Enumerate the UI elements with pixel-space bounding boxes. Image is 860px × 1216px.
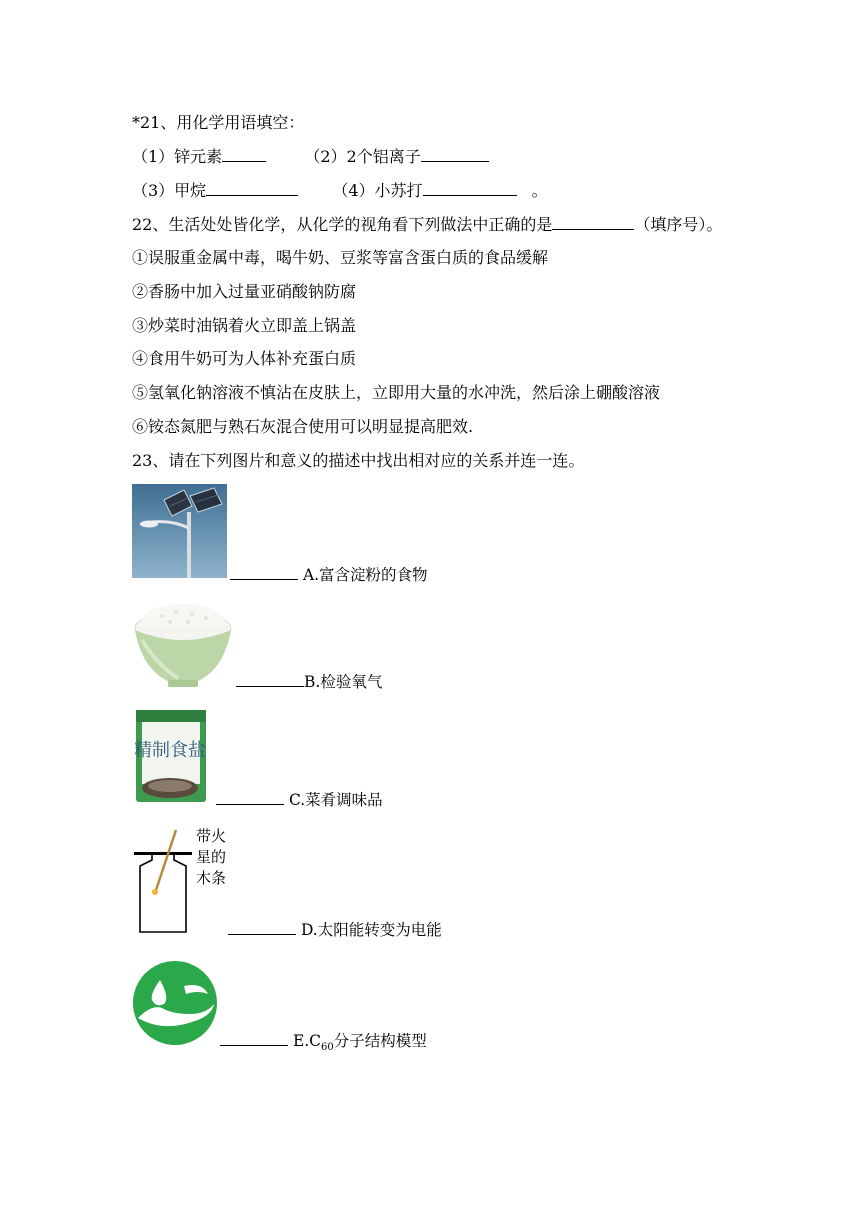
answer-blank[interactable] [216,790,284,805]
q21-part2: （2）2个铝离子 [304,147,421,166]
q22-item: ⑤氢氧化钠溶液不慎沾在皮肤上，立即用大量的水冲洗，然后涂上硼酸溶液 [132,383,661,402]
stick-label-line: 星的 [196,848,227,866]
q21-part1: （1）锌元素 [132,147,223,166]
option-b [236,671,382,693]
option-a [230,564,428,586]
answer-blank[interactable] [222,147,266,162]
answer-blank[interactable] [228,920,296,935]
q22-item: ②香肠中加入过量亚硝酸钠防腐 [132,282,357,301]
q21-part4: （4）小苏打 [332,181,423,200]
q22-suffix: （填序号）。 [634,215,723,234]
answer-blank[interactable] [236,672,304,687]
q22-item: ③炒菜时油锅着火立即盖上锅盖 [132,316,357,335]
solar-streetlight-image [132,484,227,578]
option-e-tail: 分子结构模型 [333,1032,427,1050]
q22-item: ④食用牛奶可为人体补充蛋白质 [132,349,357,368]
green-circle-logo-image [132,960,218,1046]
option-a-text: A.富含淀粉的食物 [302,566,428,584]
q21-row2 [132,180,548,202]
q21-row1 [132,146,489,168]
answer-blank[interactable] [206,181,298,196]
answer-blank[interactable] [423,181,517,196]
rice-bowl-image [132,600,234,690]
stick-label [196,826,226,889]
stick-label-line: 带火 [196,827,227,845]
answer-blank[interactable] [421,147,489,162]
q23-title: 23、请在下列图片和意义的描述中找出相对应的关系并连一连。 [132,451,585,470]
answer-blank[interactable] [230,565,298,580]
option-e-text: E.C [292,1032,322,1050]
q21-title: *21、用化学用语填空： [132,113,305,132]
option-e-subscript: 60 [321,1042,334,1054]
q22-title: 22、生活处处皆化学，从化学的视角看下列做法中正确的是 [132,215,553,234]
option-b-text: B.检验氧气 [304,673,383,691]
q22-item: ①误服重金属中毒，喝牛奶、豆浆等富含蛋白质的食品缓解 [132,248,549,267]
q22-title-row [132,214,722,236]
option-e [220,1030,427,1059]
option-d-text: D.太阳能转变为电能 [300,921,442,939]
salt-bag-text: 精制食盐 [134,740,206,761]
option-d [228,919,442,941]
option-c-text: C.菜肴调味品 [288,791,383,809]
stick-label-line: 木条 [196,869,227,887]
answer-blank[interactable] [552,215,634,230]
option-c [216,789,383,811]
q22-item: ⑥铵态氮肥与熟石灰混合使用可以明显提高肥效. [132,417,474,436]
salt-bag-image [134,708,208,804]
q21-end: 。 [531,181,548,200]
q21-part3: （3）甲烷 [132,181,207,200]
answer-blank[interactable] [220,1031,288,1046]
